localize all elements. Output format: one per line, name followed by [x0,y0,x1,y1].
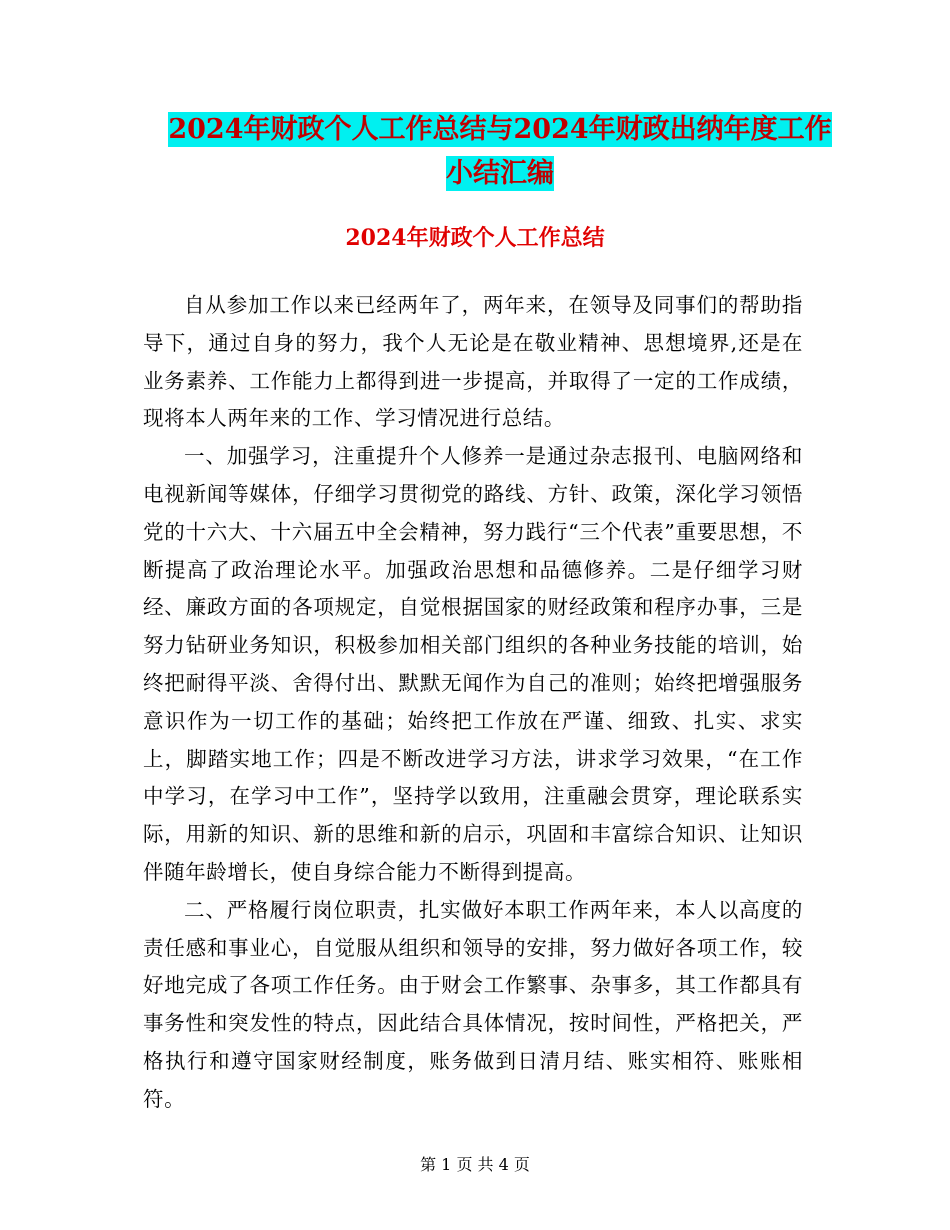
paragraph-study: 一、加强学习，注重提升个人修养一是通过杂志报刊、电脑网络和电视新闻等媒体，仔细学习贯彻党的路线、方针、政策，深化学习领悟党的十六大、十六届五中全会精神，努力践行“三个代表”重要思想，不断提高了政治理论水平。加强政治思想和品德修养。二是仔细学习财经、廉政方面的各项规定，自觉根据国家的财经政策和程序办事，三是努力钻研业务知识，积极参加相关部门组织的各种业务技能的培训，始终把耐得平淡、舍得付出、默默无闻作为自己的准则；始终把增强服务意识作为一切工作的基础；始终把工作放在严谨、细致、扎实、求实上，脚踏实地工作；四是不断改进学习方法，讲求学习效果，“在工作中学习，在学习中工作”，坚持学以致用，注重融会贯穿，理论联系实际，用新的知识、新的思维和新的启示，巩固和丰富综合知识、让知识伴随年龄增长，使自身综合能力不断得到提高。 [143,444,803,884]
paragraph-duties: 二、严格履行岗位职责，扎实做好本职工作两年来，本人以高度的责任感和事业心，自觉服从组织和领导的安排，努力做好各项工作，较好地完成了各项工作任务。由于财会工作繁事、杂事多，其工作都具有事务性和突发性的特点，因此结合具体情况，按时间性，严格把关，严格执行和遵守国家财经制度，账务做到日清月结、账实相符、账账相符。 [143,897,803,1111]
document-title-line2: 小结汇编 [446,158,554,189]
document-title-line1: 2024年财政个人工作总结与2024年财政出纳年度工作 [168,114,832,145]
document-title [140,108,860,196]
page-footer: 第 1 页 共 4 页 [420,1155,530,1174]
paragraph-intro: 自从参加工作以来已经两年了，两年来，在领导及同事们的帮助指导下，通过自身的努力，我个人无论是在敬业精神、思想境界,还是在业务素养、工作能力上都得到进一步提高，并取得了一定的工作成绩，现将本人两年来的工作、学习情况进行总结。 [143,293,803,431]
section-title: 2024年财政个人工作总结 [345,225,605,251]
document-body [143,287,803,1119]
